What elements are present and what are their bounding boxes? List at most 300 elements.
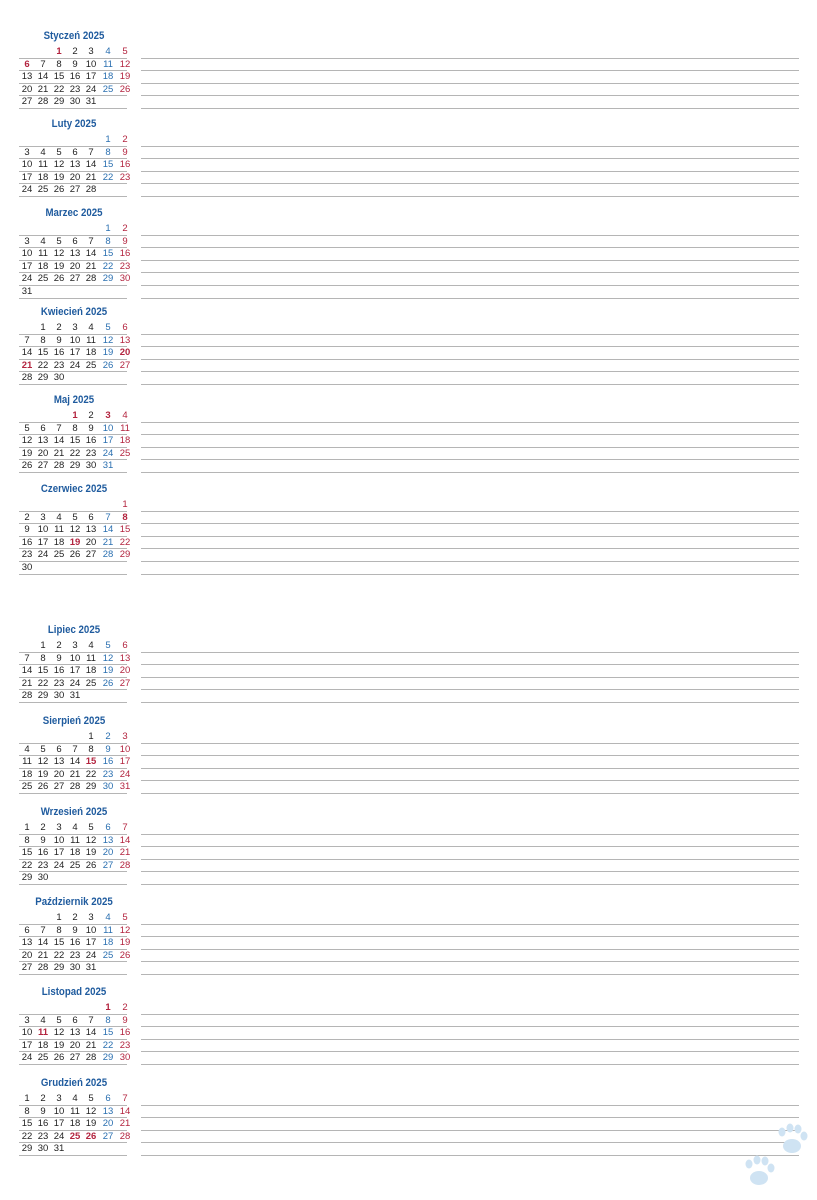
day-cell: 7 — [122, 822, 128, 833]
day-cell: 1 — [88, 731, 94, 742]
day-cell: 9 — [122, 235, 128, 247]
day-cell: 19 — [102, 665, 114, 677]
day-cell: 25 — [37, 184, 49, 196]
day-cell: 2 — [40, 822, 46, 833]
day-cell: 12 — [102, 334, 114, 346]
day-cell: 17 — [69, 347, 81, 359]
day-cell: 16 — [37, 847, 49, 859]
day-cell: 17 — [85, 71, 97, 83]
week-row — [19, 665, 799, 678]
day-cell: 8 — [72, 422, 78, 434]
day-cell: 10 — [85, 58, 97, 70]
week-row — [19, 537, 799, 550]
day-cell: 5 — [56, 146, 62, 158]
note-line — [141, 384, 799, 385]
week-row — [19, 781, 799, 794]
month-grid — [19, 322, 799, 385]
day-cell: 16 — [102, 756, 114, 768]
day-cell: 16 — [53, 347, 65, 359]
day-cell: 4 — [122, 410, 128, 421]
week-row — [19, 1131, 799, 1144]
day-cell: 23 — [85, 447, 97, 459]
day-cell: 9 — [72, 58, 78, 70]
day-cell: 5 — [72, 511, 78, 523]
day-cell: 24 — [21, 184, 33, 196]
day-cell: 4 — [56, 511, 62, 523]
month-grid — [19, 822, 799, 885]
day-cell: 13 — [102, 834, 114, 846]
day-cell: 20 — [102, 1118, 114, 1130]
day-cell: 25 — [53, 549, 65, 561]
day-cell: 25 — [102, 949, 114, 961]
day-cell: 2 — [88, 410, 94, 421]
day-cell: 25 — [37, 1052, 49, 1064]
day-cell: 23 — [69, 949, 81, 961]
day-cell: 7 — [105, 511, 111, 523]
day-cell: 6 — [72, 1014, 78, 1026]
month-grid — [19, 1093, 799, 1156]
day-cell: 3 — [24, 235, 30, 247]
day-cell: 27 — [119, 359, 131, 371]
day-cell: 23 — [53, 359, 65, 371]
day-cell: 2 — [105, 731, 111, 742]
day-cell: 2 — [72, 912, 78, 923]
day-cell: 26 — [102, 677, 114, 689]
day-cell: 29 — [37, 372, 49, 384]
month-grid — [19, 46, 799, 109]
week-row — [19, 410, 799, 423]
week-row — [19, 835, 799, 848]
day-cell: 24 — [69, 677, 81, 689]
month-title: Październik 2025 — [35, 896, 113, 908]
day-cell: 8 — [56, 924, 62, 936]
day-cell: 29 — [102, 1052, 114, 1064]
day-cell: 26 — [37, 781, 49, 793]
day-cell: 20 — [119, 665, 131, 677]
month-title: Listopad 2025 — [41, 986, 107, 998]
day-cell: 6 — [105, 822, 111, 833]
day-cell: 15 — [37, 347, 49, 359]
day-cell: 22 — [85, 768, 97, 780]
day-cell: 2 — [56, 640, 62, 651]
day-cell: 29 — [69, 460, 81, 472]
week-row — [19, 372, 799, 385]
day-cell: 3 — [40, 511, 46, 523]
day-cell: 25 — [119, 447, 131, 459]
day-cell: 29 — [85, 781, 97, 793]
week-row — [19, 273, 799, 286]
day-cell: 12 — [102, 652, 114, 664]
day-cell: 18 — [69, 847, 81, 859]
day-cell: 23 — [21, 549, 33, 561]
week-row — [19, 335, 799, 348]
week-row — [19, 769, 799, 782]
day-cell: 6 — [88, 511, 94, 523]
day-cell: 13 — [119, 652, 131, 664]
day-cell: 8 — [105, 235, 111, 247]
day-cell: 11 — [120, 422, 130, 434]
day-cell: 4 — [40, 146, 46, 158]
day-cell: 10 — [102, 422, 114, 434]
note-line — [141, 1155, 799, 1156]
day-cell: 1 — [40, 322, 46, 333]
day-cell: 3 — [56, 822, 62, 833]
day-cell: 3 — [88, 912, 94, 923]
day-cell: 12 — [69, 524, 81, 536]
day-cell: 19 — [37, 768, 49, 780]
day-cell: 15 — [69, 435, 81, 447]
week-row — [19, 690, 799, 703]
week-row — [19, 653, 799, 666]
day-cell: 8 — [24, 834, 30, 846]
day-cell: 2 — [122, 1002, 128, 1013]
day-cell: 9 — [72, 924, 78, 936]
day-cell: 17 — [21, 1039, 33, 1051]
day-cell: 4 — [105, 912, 111, 923]
day-cell: 22 — [102, 1039, 114, 1051]
day-cell: 4 — [88, 322, 94, 333]
day-cell: 19 — [85, 847, 97, 859]
week-row — [19, 744, 799, 757]
day-cell: 24 — [21, 1052, 33, 1064]
day-cell: 26 — [85, 859, 97, 871]
day-cell: 7 — [88, 235, 94, 247]
day-cell: 5 — [56, 235, 62, 247]
day-cell: 11 — [70, 1105, 80, 1117]
week-row — [19, 1040, 799, 1053]
day-cell: 16 — [69, 71, 81, 83]
day-cell: 10 — [21, 248, 33, 260]
day-cell: 10 — [53, 1105, 65, 1117]
week-row — [19, 950, 799, 963]
day-cell: 8 — [40, 334, 46, 346]
day-cell: 6 — [40, 422, 46, 434]
day-cell: 18 — [85, 665, 97, 677]
day-cell: 15 — [102, 248, 114, 260]
day-cell: 2 — [24, 511, 30, 523]
day-cell: 9 — [122, 1014, 128, 1026]
day-cell: 23 — [119, 171, 131, 183]
note-line — [141, 472, 799, 473]
week-row — [19, 937, 799, 950]
day-cell: 17 — [69, 665, 81, 677]
day-cell: 26 — [85, 1130, 97, 1142]
day-cell: 1 — [24, 822, 30, 833]
day-cell: 1 — [72, 410, 78, 421]
day-cell: 4 — [105, 46, 111, 57]
week-row — [19, 524, 799, 537]
day-cell: 7 — [122, 1093, 128, 1104]
day-cell: 13 — [85, 524, 97, 536]
day-cell: 1 — [56, 912, 62, 923]
day-cell: 26 — [119, 83, 131, 95]
week-row — [19, 640, 799, 653]
day-cell: 5 — [88, 1093, 94, 1104]
day-cell: 1 — [24, 1093, 30, 1104]
day-cell: 9 — [56, 334, 62, 346]
day-cell: 5 — [122, 46, 128, 57]
day-cell: 31 — [85, 962, 97, 974]
day-cell: 15 — [37, 665, 49, 677]
day-cell: 11 — [37, 1027, 49, 1039]
month-grid — [19, 134, 799, 197]
day-cell: 22 — [37, 359, 49, 371]
row-rule — [19, 298, 127, 299]
day-cell: 30 — [37, 872, 49, 884]
week-row — [19, 248, 799, 261]
day-cell: 26 — [102, 359, 114, 371]
day-cell: 25 — [85, 677, 97, 689]
day-cell: 6 — [122, 640, 128, 651]
week-row — [19, 756, 799, 769]
week-row — [19, 925, 799, 938]
day-cell: 28 — [119, 859, 131, 871]
day-cell: 27 — [119, 677, 131, 689]
day-cell: 11 — [70, 834, 80, 846]
week-row — [19, 423, 799, 436]
day-cell: 19 — [119, 71, 131, 83]
day-cell: 7 — [24, 334, 30, 346]
note-line — [141, 702, 799, 703]
day-cell: 7 — [56, 422, 62, 434]
day-cell: 3 — [105, 410, 111, 421]
week-row — [19, 159, 799, 172]
day-cell: 23 — [37, 1130, 49, 1142]
day-cell: 9 — [122, 146, 128, 158]
day-cell: 2 — [56, 322, 62, 333]
day-cell: 16 — [119, 159, 131, 171]
day-cell: 31 — [102, 460, 114, 472]
week-row — [19, 435, 799, 448]
day-cell: 22 — [69, 447, 81, 459]
day-cell: 21 — [21, 677, 33, 689]
day-cell: 3 — [88, 46, 94, 57]
day-cell: 20 — [69, 1039, 81, 1051]
day-cell: 14 — [53, 435, 65, 447]
day-cell: 7 — [24, 652, 30, 664]
day-cell: 26 — [21, 460, 33, 472]
note-line — [141, 298, 799, 299]
week-row — [19, 1052, 799, 1065]
day-cell: 11 — [103, 924, 113, 936]
day-cell: 14 — [21, 665, 33, 677]
day-cell: 17 — [37, 536, 49, 548]
week-row — [19, 360, 799, 373]
day-cell: 17 — [119, 756, 131, 768]
day-cell: 14 — [37, 937, 49, 949]
day-cell: 6 — [24, 58, 30, 70]
day-cell: 28 — [53, 460, 65, 472]
month-title: Lipiec 2025 — [47, 624, 101, 636]
day-cell: 27 — [85, 549, 97, 561]
week-row — [19, 448, 799, 461]
day-cell: 6 — [105, 1093, 111, 1104]
day-cell: 22 — [102, 260, 114, 272]
week-row — [19, 562, 799, 575]
month-title: Marzec 2025 — [45, 207, 103, 219]
week-row — [19, 286, 799, 299]
day-cell: 16 — [119, 248, 131, 260]
day-cell: 21 — [119, 847, 131, 859]
day-cell: 15 — [102, 1027, 114, 1039]
day-cell: 21 — [21, 359, 33, 371]
day-cell: 21 — [69, 768, 81, 780]
week-row — [19, 1118, 799, 1131]
day-cell: 24 — [37, 549, 49, 561]
day-cell: 8 — [40, 652, 46, 664]
day-cell: 24 — [85, 949, 97, 961]
day-cell: 8 — [122, 511, 128, 523]
day-cell: 22 — [37, 677, 49, 689]
day-cell: 27 — [69, 1052, 81, 1064]
day-cell: 26 — [53, 273, 65, 285]
day-cell: 5 — [122, 912, 128, 923]
day-cell: 8 — [105, 1014, 111, 1026]
week-row — [19, 134, 799, 147]
day-cell: 15 — [53, 71, 65, 83]
week-row — [19, 678, 799, 691]
day-cell: 5 — [105, 322, 111, 333]
day-cell: 23 — [119, 1039, 131, 1051]
day-cell: 1 — [105, 134, 111, 145]
day-cell: 6 — [72, 146, 78, 158]
day-cell: 30 — [85, 460, 97, 472]
day-cell: 15 — [53, 937, 65, 949]
day-cell: 15 — [21, 847, 33, 859]
week-row — [19, 1002, 799, 1015]
day-cell: 13 — [21, 937, 33, 949]
day-cell: 30 — [53, 690, 65, 702]
note-line — [141, 108, 799, 109]
week-row — [19, 347, 799, 360]
day-cell: 3 — [24, 146, 30, 158]
day-cell: 12 — [21, 435, 33, 447]
day-cell: 21 — [85, 1039, 97, 1051]
day-cell: 24 — [53, 1130, 65, 1142]
day-cell: 10 — [21, 1027, 33, 1039]
day-cell: 14 — [119, 834, 131, 846]
day-cell: 27 — [21, 962, 33, 974]
day-cell: 5 — [40, 743, 46, 755]
day-cell: 12 — [53, 248, 65, 260]
day-cell: 19 — [21, 447, 33, 459]
day-cell: 9 — [105, 743, 111, 755]
day-cell: 13 — [69, 159, 81, 171]
week-row — [19, 499, 799, 512]
day-cell: 28 — [85, 184, 97, 196]
month-grid — [19, 912, 799, 975]
day-cell: 9 — [88, 422, 94, 434]
day-cell: 13 — [119, 334, 131, 346]
day-cell: 28 — [69, 781, 81, 793]
day-cell: 18 — [21, 768, 33, 780]
day-cell: 15 — [21, 1118, 33, 1130]
day-cell: 21 — [119, 1118, 131, 1130]
day-cell: 23 — [119, 260, 131, 272]
week-row — [19, 1015, 799, 1028]
day-cell: 9 — [40, 1105, 46, 1117]
day-cell: 16 — [69, 937, 81, 949]
day-cell: 5 — [56, 1014, 62, 1026]
day-cell: 11 — [38, 159, 48, 171]
day-cell: 22 — [21, 859, 33, 871]
week-row — [19, 84, 799, 97]
month-title: Czerwiec 2025 — [40, 483, 108, 495]
day-cell: 15 — [102, 159, 114, 171]
week-row — [19, 912, 799, 925]
note-line — [141, 1064, 799, 1065]
day-cell: 28 — [119, 1130, 131, 1142]
day-cell: 23 — [37, 859, 49, 871]
day-cell: 18 — [37, 260, 49, 272]
day-cell: 21 — [102, 536, 114, 548]
week-row — [19, 46, 799, 59]
week-row — [19, 872, 799, 885]
day-cell: 19 — [119, 937, 131, 949]
day-cell: 21 — [37, 949, 49, 961]
row-rule — [19, 574, 127, 575]
day-cell: 4 — [88, 640, 94, 651]
day-cell: 26 — [69, 549, 81, 561]
month-title: Sierpień 2025 — [42, 715, 106, 727]
day-cell: 18 — [119, 435, 131, 447]
day-cell: 4 — [72, 1093, 78, 1104]
day-cell: 16 — [21, 536, 33, 548]
day-cell: 20 — [85, 536, 97, 548]
day-cell: 27 — [21, 96, 33, 108]
day-cell: 20 — [69, 171, 81, 183]
day-cell: 10 — [37, 524, 49, 536]
month-title: Maj 2025 — [53, 394, 95, 406]
day-cell: 19 — [69, 536, 81, 548]
month-title: Grudzień 2025 — [40, 1077, 108, 1089]
day-cell: 24 — [69, 359, 81, 371]
day-cell: 12 — [37, 756, 49, 768]
day-cell: 7 — [88, 1014, 94, 1026]
day-cell: 29 — [21, 872, 33, 884]
day-cell: 1 — [105, 1002, 111, 1013]
day-cell: 13 — [102, 1105, 114, 1117]
week-row — [19, 512, 799, 525]
day-cell: 28 — [85, 1052, 97, 1064]
day-cell: 13 — [37, 435, 49, 447]
day-cell: 11 — [103, 58, 113, 70]
day-cell: 29 — [53, 96, 65, 108]
note-line — [141, 574, 799, 575]
month-grid — [19, 731, 799, 794]
week-row — [19, 549, 799, 562]
day-cell: 10 — [53, 834, 65, 846]
day-cell: 9 — [40, 834, 46, 846]
day-cell: 23 — [69, 83, 81, 95]
day-cell: 1 — [105, 223, 111, 234]
day-cell: 27 — [69, 273, 81, 285]
day-cell: 20 — [53, 768, 65, 780]
day-cell: 31 — [85, 96, 97, 108]
day-cell: 17 — [53, 1118, 65, 1130]
day-cell: 18 — [85, 347, 97, 359]
day-cell: 6 — [56, 743, 62, 755]
week-row — [19, 236, 799, 249]
day-cell: 28 — [102, 549, 114, 561]
day-cell: 9 — [56, 652, 62, 664]
day-cell: 4 — [40, 1014, 46, 1026]
day-cell: 8 — [88, 743, 94, 755]
day-cell: 18 — [102, 71, 114, 83]
day-cell: 14 — [37, 71, 49, 83]
day-cell: 5 — [105, 640, 111, 651]
day-cell: 22 — [102, 171, 114, 183]
